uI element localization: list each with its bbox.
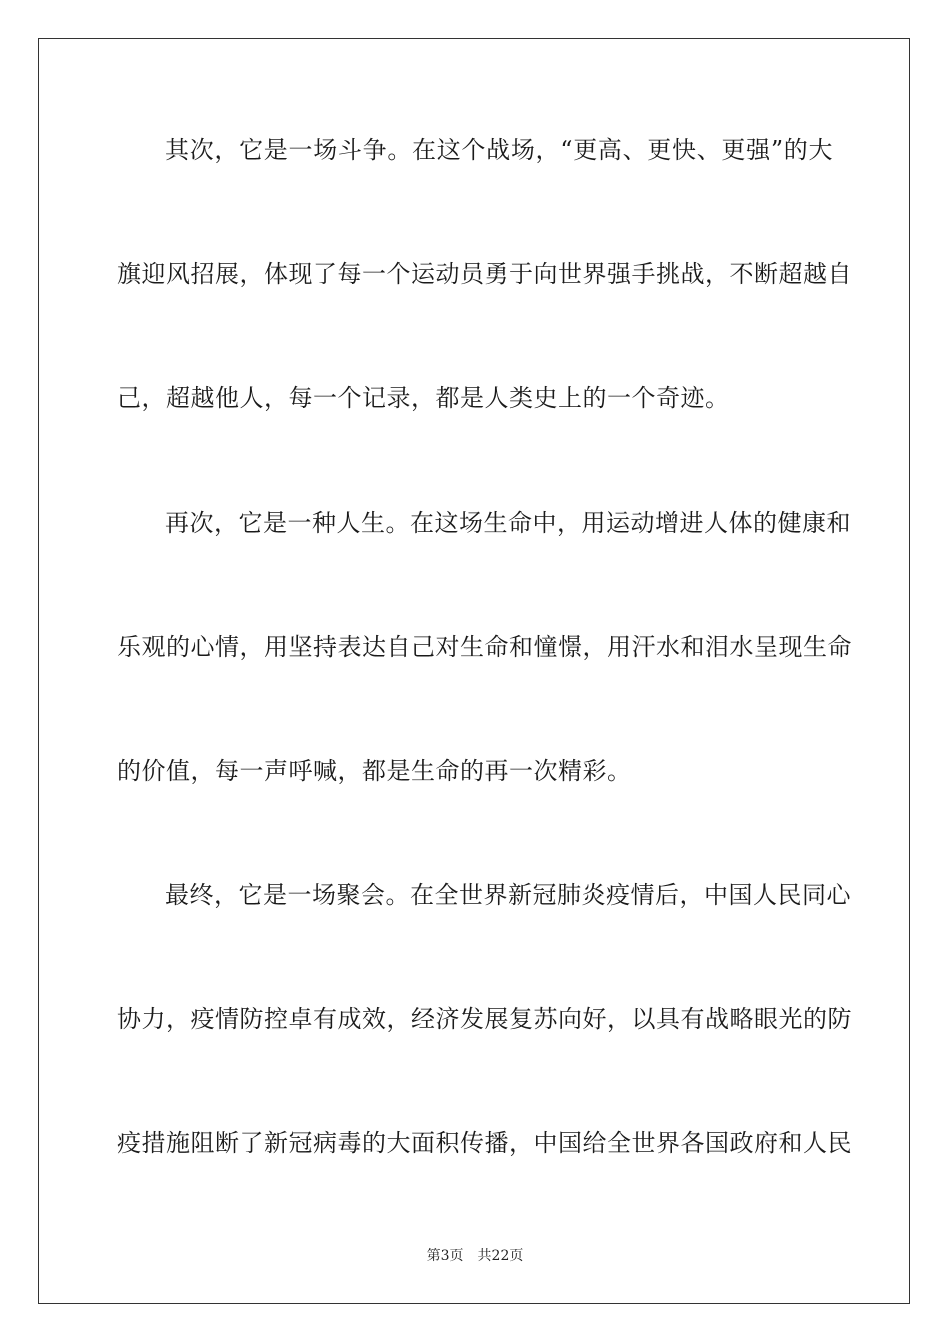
paragraph-1-line-2: 旗迎风招展，体现了每一个运动员勇于向世界强手挑战，不断超越自 [117, 260, 852, 288]
total-pages: 共22页 [477, 1248, 524, 1264]
paragraph-3-line-1: 最终，它是一场聚会。在全世界新冠肺炎疫情后，中国人民同心 [165, 881, 851, 909]
paragraph-1-line-1: 其次，它是一场斗争。在这个战场，“更高、更快、更强”的大 [165, 136, 833, 164]
paragraph-3-line-2: 协力，疫情防控卓有成效，经济发展复苏向好，以具有战略眼光的防 [117, 1005, 852, 1033]
paragraph-3-line-3: 疫措施阻断了新冠病毒的大面积传播，中国给全世界各国政府和人民 [117, 1129, 852, 1157]
paragraph-2-line-1: 再次，它是一种人生。在这场生命中，用运动增进人体的健康和 [165, 509, 851, 537]
paragraph-1-line-3: 己，超越他人，每一个记录，都是人类史上的一个奇迹。 [117, 384, 730, 412]
page-border [38, 38, 910, 1304]
page-footer [0, 1246, 950, 1266]
paragraph-2-line-2: 乐观的心情，用坚持表达自己对生命和憧憬，用汗水和泪水呈现生命 [117, 633, 852, 661]
page-number: 第3页 [426, 1248, 464, 1264]
paragraph-2-line-3: 的价值，每一声呼喊，都是生命的再一次精彩。 [117, 757, 632, 785]
